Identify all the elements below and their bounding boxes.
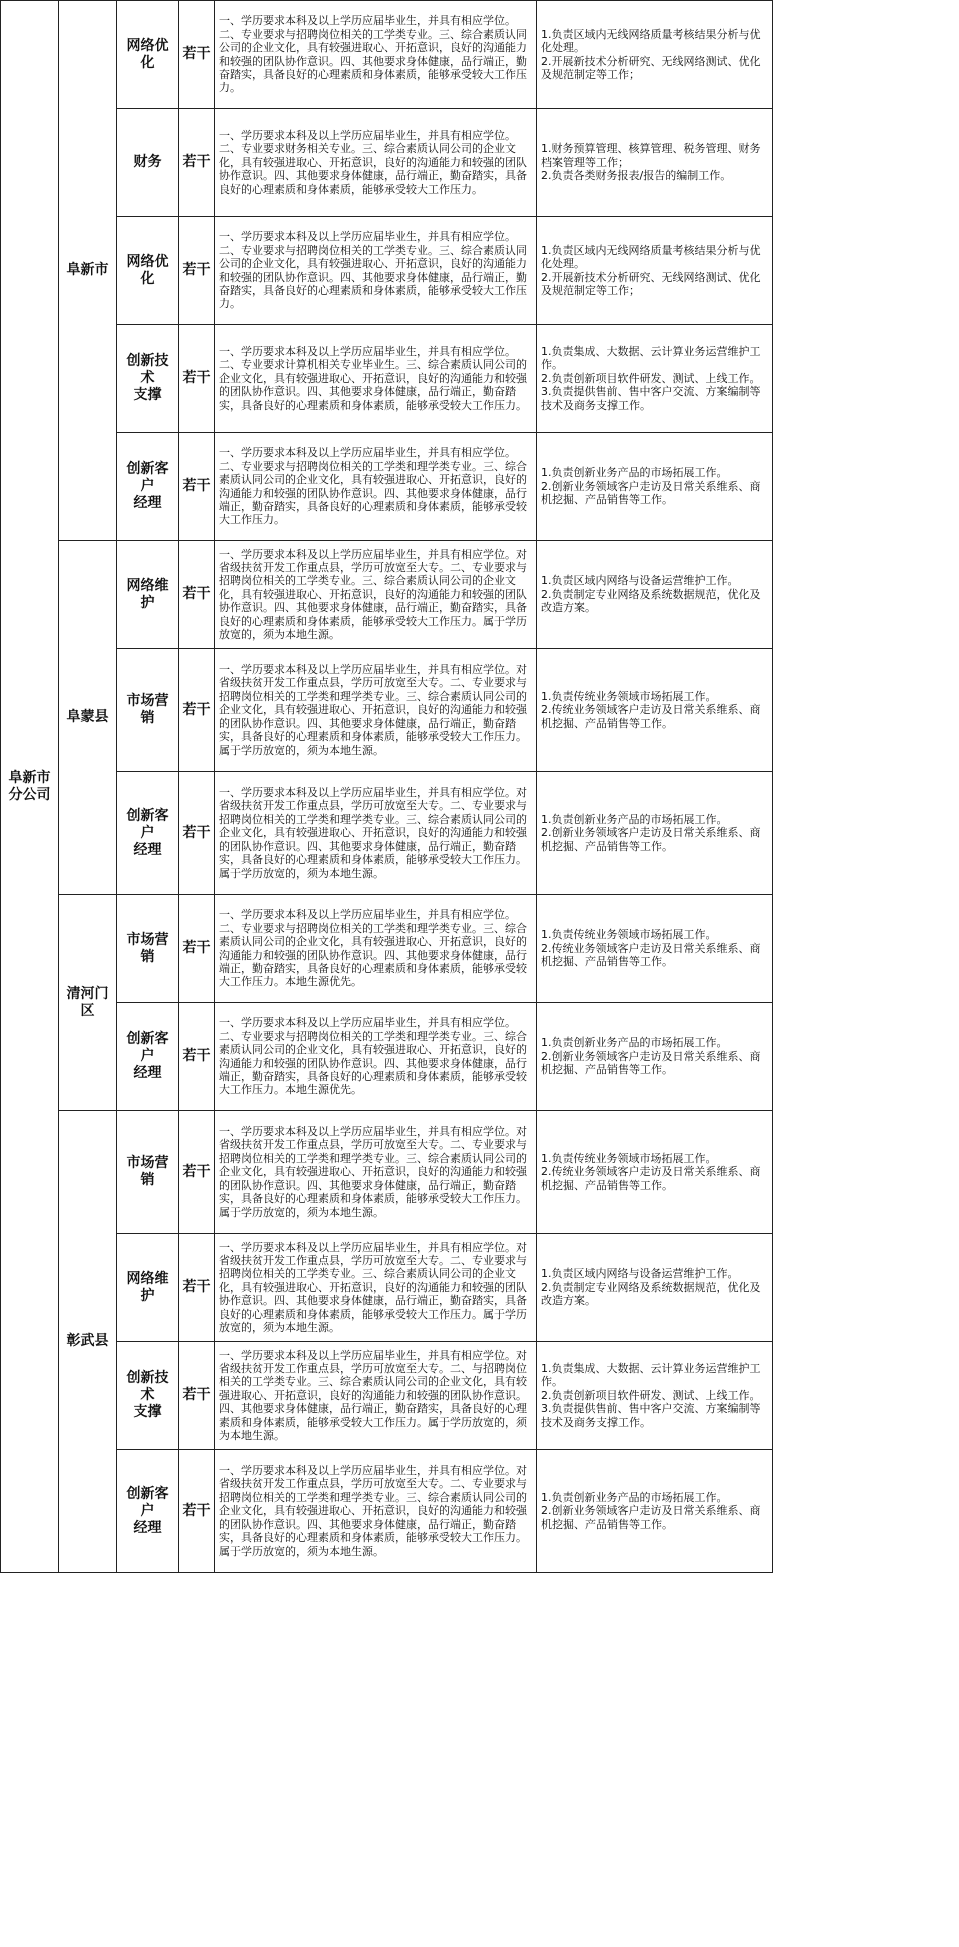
table-row [1,433,773,541]
table-row [1,1450,773,1573]
position-cell [117,1111,179,1234]
position-cell [117,1342,179,1450]
count-cell [179,433,215,541]
position-cell [117,325,179,433]
duties-cell [537,109,773,217]
county-cell [59,895,117,1111]
table-row [1,1003,773,1111]
requirements-text: 一、学历要求本科及以上学历应届毕业生，并具有相应学位。二、专业要求财务相关专业。三、综合素质认同公司的企业文化，具有较强进取心、开拓意识，良好的沟通能力和较强的团队协作意识。四、其他要求身体健康，品行端正，勤奋踏实，具备良好的心理素质和身体素质，能够承受较大工作压力。 [219,128,527,196]
requirements-text: 一、学历要求本科及以上学历应届毕业生，并具有相应学位。对省级扶贫开发工作重点县，学历可放宽至大专。二、专业要求与招聘岗位相关的工学类和理学类专业。三、综合素质认同公司的企业文化，具有较强进取心、开拓意识，良好的沟通能力和较强的团队协作意识。四、其他要求身体健康，品行端正，勤奋踏实，具备良好的心理素质和身体素质，能够承受较大工作压力。属于学历放宽的，须为本地生源。 [219,786,527,880]
requirements-text: 一、学历要求本科及以上学历应届毕业生，并具有相应学位。二、专业要求与招聘岗位相关的工学类专业。三、综合素质认同公司的企业文化，具有较强进取心、开拓意识，良好的沟通能力和较强的团队协作意识。四、其他要求身体健康，品行端正，勤奋踏实，具备良好的心理素质和身体素质，能够承受较大工作压力。 [219,14,527,95]
duties-cell [537,433,773,541]
headcount: 若干 [182,1163,211,1180]
county-name: 彰武县 [66,1333,109,1349]
county-name: 阜新市 [66,262,109,278]
table-row [1,1111,773,1234]
duties-text: 1.负责传统业务领域市场拓展工作。 2.传统业务领域客户走访及日常关系维系、商机挖掘、产品销售等工作。 [541,928,761,969]
requirements-cell [215,772,537,895]
requirements-cell [215,649,537,772]
company-cell [1,1,59,1573]
headcount: 若干 [182,1387,211,1403]
requirements-text: 一、学历要求本科及以上学历应届毕业生，并具有相应学位。二、专业要求与招聘岗位相关的工学类和理学类专业。三、综合素质认同公司的企业文化，具有较强进取心、开拓意识，良好的沟通能力和较强的团队协作意识。四、其他要求身体健康，品行端正，勤奋踏实，具备良好的心理素质和身体素质，能够承受较大工作压力。本地生源优先。 [219,1016,527,1097]
duties-cell [537,325,773,433]
requirements-text: 一、学历要求本科及以上学历应届毕业生，并具有相应学位。对省级扶贫开发工作重点县，学历可放宽至大专。二、专业要求与招聘岗位相关的工学类专业。三、综合素质认同公司的企业文化，具有较强进取心、开拓意识，良好的沟通能力和较强的团队协作意识。四、其他要求身体健康，品行端正，勤奋踏实，具备良好的心理素质和身体素质，能够承受较大工作压力。属于学历放宽的，须为本地生源。 [219,1240,527,1335]
table-row [1,109,773,217]
requirements-cell [215,1111,537,1234]
duties-cell [537,1450,773,1573]
duties-cell [537,1003,773,1111]
duties-text: 1.负责创新业务产品的市场拓展工作。 2.创新业务领域客户走访及日常关系维系、商机挖掘、产品销售等工作。 [541,1490,761,1531]
requirements-cell [215,541,537,649]
requirements-text: 一、学历要求本科及以上学历应届毕业生，并具有相应学位。二、专业要求与招聘岗位相关的工学类和理学类专业。三、综合素质认同公司的企业文化，具有较强进取心、开拓意识，良好的沟通能力和较强的团队协作意识。四、其他要求身体健康，品行端正，勤奋踏实，具备良好的心理素质和身体素质，能够承受较大工作压力。 [219,446,527,527]
count-cell [179,109,215,217]
requirements-cell [215,1450,537,1573]
table-row [1,1342,773,1450]
position-name: 创新客户 经理 [126,807,169,858]
duties-text: 1.负责集成、大数据、云计算业务运营维护工作。 2.负责创新项目软件研发、测试、上线工作。 3.负责提供售前、售中客户交流、方案编制等技术及商务支撑工作。 [541,1361,761,1429]
position-name: 创新技术 支撑 [126,353,169,403]
headcount: 若干 [182,478,211,494]
position-name: 创新客户 经理 [126,1485,169,1536]
position-cell [117,217,179,325]
headcount: 若干 [182,1048,211,1064]
position-name: 市场营销 [126,1155,169,1188]
requirements-text: 一、学历要求本科及以上学历应届毕业生，并具有相应学位。对省级扶贫开发工作重点县，学历可放宽至大专。二、专业要求与招聘岗位相关的工学类和理学类专业。三、综合素质认同公司的企业文化，具有较强进取心、开拓意识，良好的沟通能力和较强的团队协作意识。四、其他要求身体健康，品行端正，勤奋踏实，具备良好的心理素质和身体素质，能够承受较大工作压力。属于学历放宽的，须为本地生源。 [219,1125,527,1219]
headcount: 若干 [182,1279,211,1295]
requirements-cell [215,109,537,217]
duties-cell [537,772,773,895]
position-cell [117,649,179,772]
headcount: 若干 [182,262,211,278]
county-cell [59,541,117,895]
position-cell [117,895,179,1003]
position-name: 创新客户 经理 [126,1031,169,1081]
requirements-text: 一、学历要求本科及以上学历应届毕业生，并具有相应学位。对省级扶贫开发工作重点县，学历可放宽至大专。二、专业要求与招聘岗位相关的工学类专业。三、综合素质认同公司的企业文化，具有较强进取心、开拓意识，良好的沟通能力和较强的团队协作意识。四、其他要求身体健康，品行端正，勤奋踏实，具备良好的心理素质和身体素质，能够承受较大工作压力。属于学历放宽的，须为本地生源。 [219,547,527,642]
county-name: 阜蒙县 [66,709,109,725]
headcount: 若干 [182,46,211,62]
position-name: 网络维护 [126,577,169,611]
county-cell [59,1111,117,1573]
headcount: 若干 [182,940,211,956]
duties-text: 1.负责集成、大数据、云计算业务运营维护工作。 2.负责创新项目软件研发、测试、上线工作。 3.负责提供售前、售中客户交流、方案编制等技术及商务支撑工作。 [541,344,761,412]
position-cell [117,772,179,895]
position-cell [117,1450,179,1573]
county-cell [59,1,117,541]
requirements-cell [215,433,537,541]
count-cell [179,1450,215,1573]
duties-text: 1.负责创新业务产品的市场拓展工作。 2.创新业务领域客户走访及日常关系维系、商机挖掘、产品销售等工作。 [541,466,761,507]
company-name: 阜新市 分公司 [8,769,51,803]
table-row [1,541,773,649]
headcount: 若干 [182,1502,211,1519]
requirements-cell [215,1,537,109]
table-row [1,325,773,433]
table-row [1,1,773,109]
count-cell [179,772,215,895]
duties-cell [537,1234,773,1342]
table-row [1,649,773,772]
headcount: 若干 [182,154,211,170]
duties-text: 1.负责创新业务产品的市场拓展工作。 2.创新业务领域客户走访及日常关系维系、商机挖掘、产品销售等工作。 [541,812,761,853]
requirements-cell [215,1003,537,1111]
headcount: 若干 [182,824,211,841]
requirements-cell [215,1342,537,1450]
count-cell [179,1,215,109]
table-row [1,217,773,325]
position-cell [117,541,179,649]
count-cell [179,541,215,649]
requirements-cell [215,1234,537,1342]
position-name: 网络优化 [126,253,169,287]
position-name: 网络优化 [126,37,169,71]
requirements-text: 一、学历要求本科及以上学历应届毕业生，并具有相应学位。对省级扶贫开发工作重点县，学历可放宽至大专。二、与招聘岗位相关的工学类专业。三、综合素质认同公司的企业文化，具有较强进取心、开拓意识，良好的沟通能力和较强的团队协作意识。四、其他要求身体健康，品行端正，勤奋踏实，具备良好的心理素质和身体素质，能够承受较大工作压力。属于学历放宽的，须为本地生源。 [219,1348,527,1443]
position-cell [117,1234,179,1342]
position-cell [117,109,179,217]
county-name: 清河门 区 [66,985,109,1019]
count-cell [179,895,215,1003]
requirements-text: 一、学历要求本科及以上学历应届毕业生，并具有相应学位。二、专业要求与招聘岗位相关的工学类专业。三、综合素质认同公司的企业文化，具有较强进取心、开拓意识，良好的沟通能力和较强的团队协作意识。四、其他要求身体健康，品行端正，勤奋踏实，具备良好的心理素质和身体素质，能够承受较大工作压力。 [219,230,527,311]
position-name: 市场营销 [126,693,169,726]
table-row [1,1234,773,1342]
table-row [1,895,773,1003]
requirements-cell [215,895,537,1003]
count-cell [179,1234,215,1342]
requirements-text: 一、学历要求本科及以上学历应届毕业生，并具有相应学位。对省级扶贫开发工作重点县，学历可放宽至大专。二、专业要求与招聘岗位相关的工学类和理学类专业。三、综合素质认同公司的企业文化，具有较强进取心、开拓意识，良好的沟通能力和较强的团队协作意识。四、其他要求身体健康，品行端正，勤奋踏实，具备良好的心理素质和身体素质，能够承受较大工作压力。属于学历放宽的，须为本地生源。 [219,663,527,757]
headcount: 若干 [182,370,211,386]
count-cell [179,1111,215,1234]
count-cell [179,325,215,433]
table-row [1,772,773,895]
headcount: 若干 [182,586,211,602]
requirements-text: 一、学历要求本科及以上学历应届毕业生，并具有相应学位。二、专业要求与招聘岗位相关的工学类和理学类专业。三、综合素质认同公司的企业文化，具有较强进取心、开拓意识，良好的沟通能力和较强的团队协作意识。四、其他要求身体健康，品行端正，勤奋踏实，具备良好的心理素质和身体素质，能够承受较大工作压力。本地生源优先。 [219,908,527,989]
position-name: 创新技术 支撑 [126,1370,169,1420]
position-cell [117,1,179,109]
position-name: 财务 [133,154,162,170]
count-cell [179,217,215,325]
headcount: 若干 [182,701,211,718]
duties-text: 1.负责传统业务领域市场拓展工作。 2.传统业务领域客户走访及日常关系维系、商机挖掘、产品销售等工作。 [541,689,761,730]
requirements-cell [215,217,537,325]
duties-text: 1.负责区域内无线网络质量考核结果分析与优化处理。 2.开展新技术分析研究、无线网络测试、优化及规范制定等工作； [541,243,761,297]
duties-text: 1.财务预算管理、核算管理、税务管理、财务档案管理等工作； 2.负责各类财务报表/报告的编制工作。 [541,142,761,183]
position-cell [117,433,179,541]
position-cell [117,1003,179,1111]
count-cell [179,1342,215,1450]
requirements-text: 一、学历要求本科及以上学历应届毕业生，并具有相应学位。二、专业要求计算机相关专业毕业生。三、综合素质认同公司的企业文化，具有较强进取心、开拓意识，良好的沟通能力和较强的团队协作意识。四、其他要求身体健康，品行端正，勤奋踏实，具备良好的心理素质和身体素质，能够承受较大工作压力。 [219,344,527,412]
duties-cell [537,895,773,1003]
duties-cell [537,1,773,109]
duties-text: 1.负责区域内网络与设备运营维护工作。 2.负责制定专业网络及系统数据规范，优化及改造方案。 [541,1267,761,1308]
position-name: 网络维护 [126,1270,169,1304]
duties-text: 1.负责区域内无线网络质量考核结果分析与优化处理。 2.开展新技术分析研究、无线网络测试、优化及规范制定等工作； [541,27,761,81]
duties-cell [537,1342,773,1450]
position-name: 创新客户 经理 [126,461,169,511]
duties-cell [537,1111,773,1234]
duties-text: 1.负责传统业务领域市场拓展工作。 2.传统业务领域客户走访及日常关系维系、商机挖掘、产品销售等工作。 [541,1151,761,1192]
requirements-cell [215,325,537,433]
duties-cell [537,541,773,649]
count-cell [179,1003,215,1111]
duties-cell [537,649,773,772]
duties-text: 1.负责创新业务产品的市场拓展工作。 2.创新业务领域客户走访及日常关系维系、商机挖掘、产品销售等工作。 [541,1036,761,1077]
count-cell [179,649,215,772]
duties-cell [537,217,773,325]
position-name: 市场营销 [126,931,169,965]
duties-text: 1.负责区域内网络与设备运营维护工作。 2.负责制定专业网络及系统数据规范，优化及改造方案。 [541,574,761,615]
requirements-text: 一、学历要求本科及以上学历应届毕业生，并具有相应学位。对省级扶贫开发工作重点县，学历可放宽至大专。二、专业要求与招聘岗位相关的工学类和理学类专业。三、综合素质认同公司的企业文化，具有较强进取心、开拓意识，良好的沟通能力和较强的团队协作意识。四、其他要求身体健康，品行端正，勤奋踏实，具备良好的心理素质和身体素质，能够承受较大工作压力。属于学历放宽的，须为本地生源。 [219,1464,527,1558]
